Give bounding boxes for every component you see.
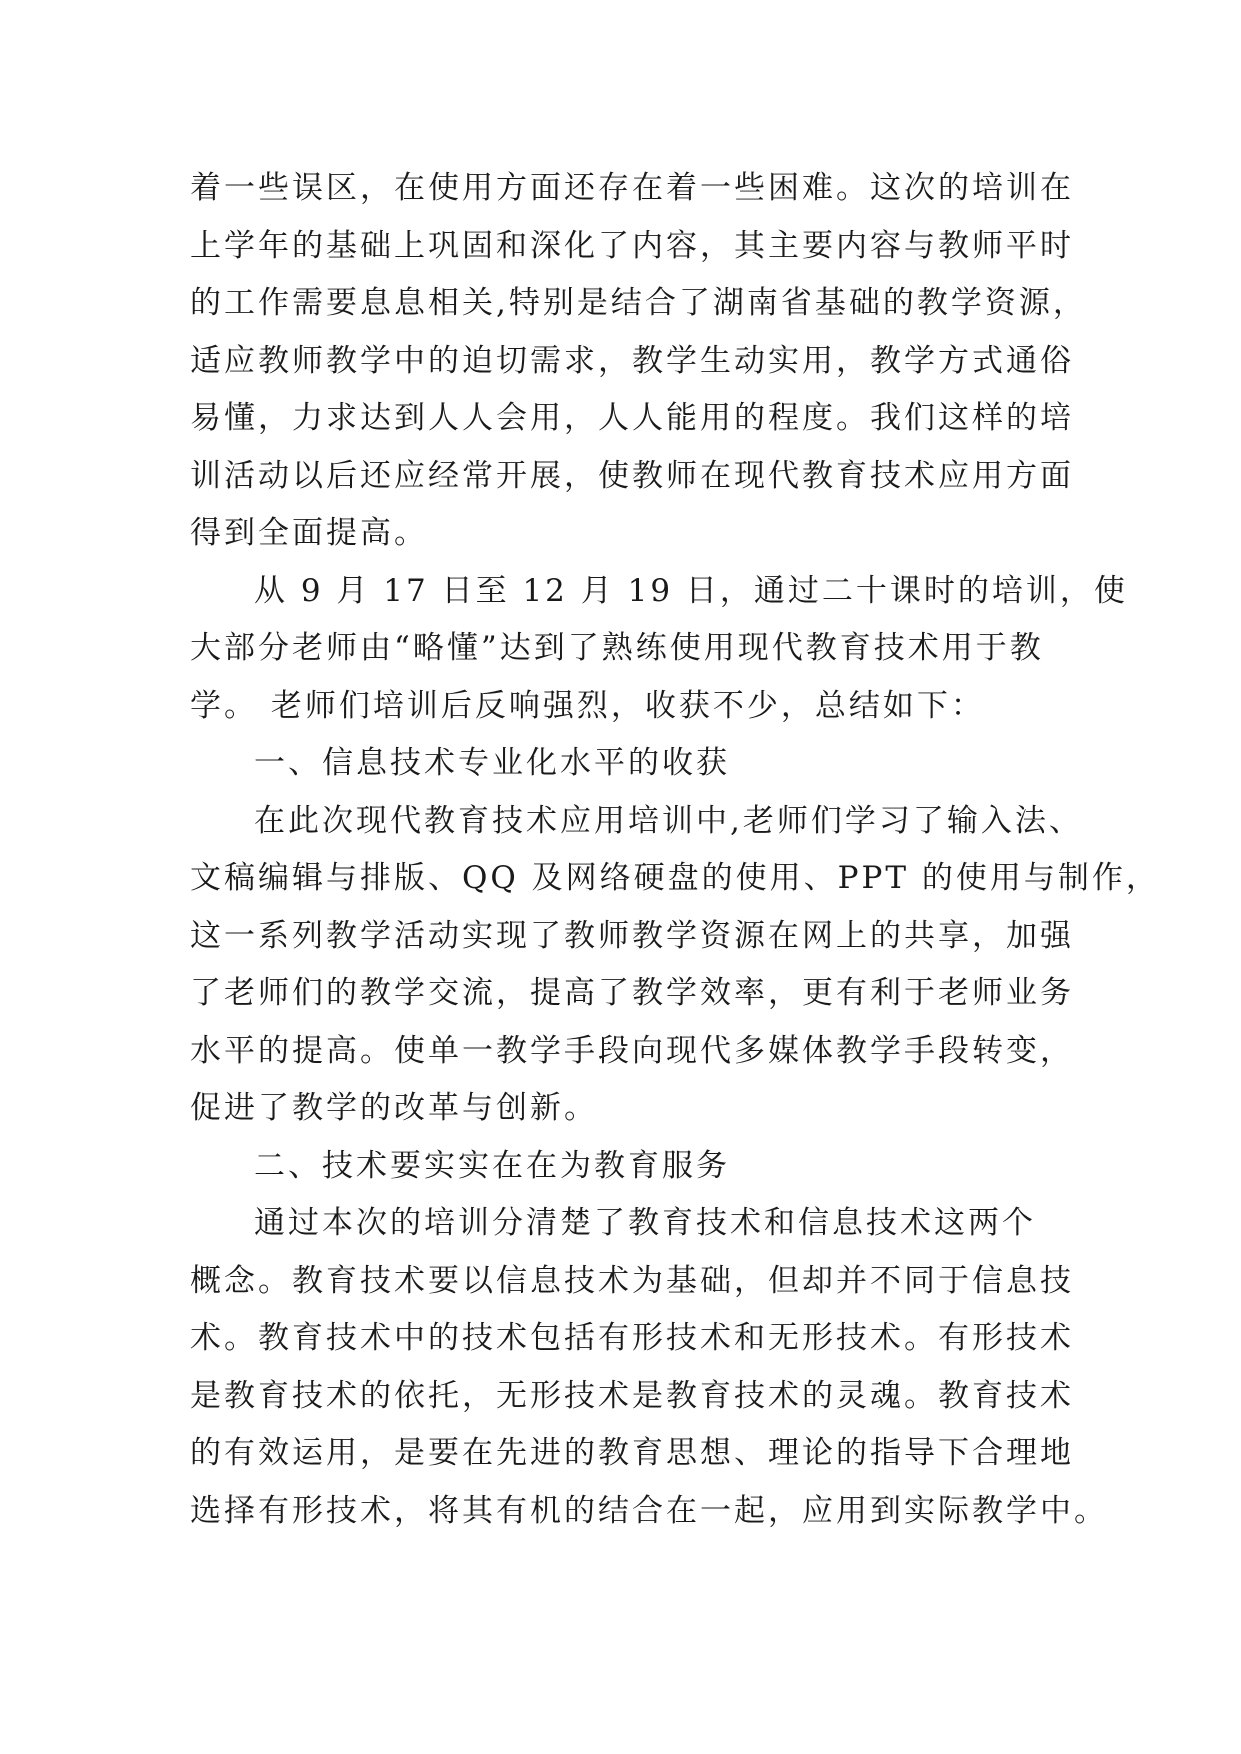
text-line: 这一系列教学活动实现了教师教学资源在网上的共享，加强 xyxy=(190,917,1074,954)
paragraph-start-line: 从 9 月 17 日至 12 月 19 日，通过二十课时的培训，使 xyxy=(254,572,1128,609)
text-line: 术。教育技术中的技术包括有形技术和无形技术。有形技术 xyxy=(190,1320,1074,1356)
section-heading: 一、信息技术专业化水平的收获 xyxy=(254,745,730,781)
text-line: 文稿编辑与排版、QQ 及网络硬盘的使用、PPT 的使用与制作， xyxy=(190,860,1160,896)
text-line: 概念。教育技术要以信息技术为基础，但却并不同于信息技 xyxy=(190,1262,1074,1299)
text-line: 促进了教学的改革与创新。 xyxy=(190,1090,598,1126)
text-line: 的工作需要息息相关,特别是结合了湖南省基础的教学资源， xyxy=(190,285,1087,321)
text-line: 得到全面提高。 xyxy=(190,515,428,551)
document-body xyxy=(190,160,1160,1540)
paragraph-start-line: 在此次现代教育技术应用培训中,老师们学习了输入法、 xyxy=(254,802,1083,839)
text-line: 是教育技术的依托，无形技术是教育技术的灵魂。教育技术 xyxy=(190,1377,1074,1414)
text-line: 着一些误区，在使用方面还存在着一些困难。这次的培训在 xyxy=(190,170,1074,206)
text-line: 水平的提高。使单一教学手段向现代多媒体教学手段转变， xyxy=(190,1032,1074,1069)
section-heading: 二、技术要实实在在为教育服务 xyxy=(254,1147,730,1184)
text-line: 选择有形技术，将其有机的结合在一起，应用到实际教学中。 xyxy=(190,1492,1108,1529)
paragraph-start-line: 通过本次的培训分清楚了教育技术和信息技术这两个 xyxy=(254,1205,1036,1241)
text-line: 适应教师教学中的迫切需求，教学生动实用，教学方式通俗 xyxy=(190,342,1074,379)
text-line: 上学年的基础上巩固和深化了内容，其主要内容与教师平时 xyxy=(190,227,1074,264)
text-line: 学。 老师们培训后反响强烈，收获不少，总结如下： xyxy=(190,687,985,724)
text-line: 的有效运用，是要在先进的教育思想、理论的指导下合理地 xyxy=(190,1435,1074,1471)
text-line: 训活动以后还应经常开展，使教师在现代教育技术应用方面 xyxy=(190,457,1074,494)
text-line: 大部分老师由“略懂”达到了熟练使用现代教育技术用于教 xyxy=(190,630,1044,666)
text-line: 了老师们的教学交流，提高了教学效率，更有利于老师业务 xyxy=(190,975,1074,1011)
text-line: 易懂，力求达到人人会用，人人能用的程度。我们这样的培 xyxy=(190,400,1074,436)
